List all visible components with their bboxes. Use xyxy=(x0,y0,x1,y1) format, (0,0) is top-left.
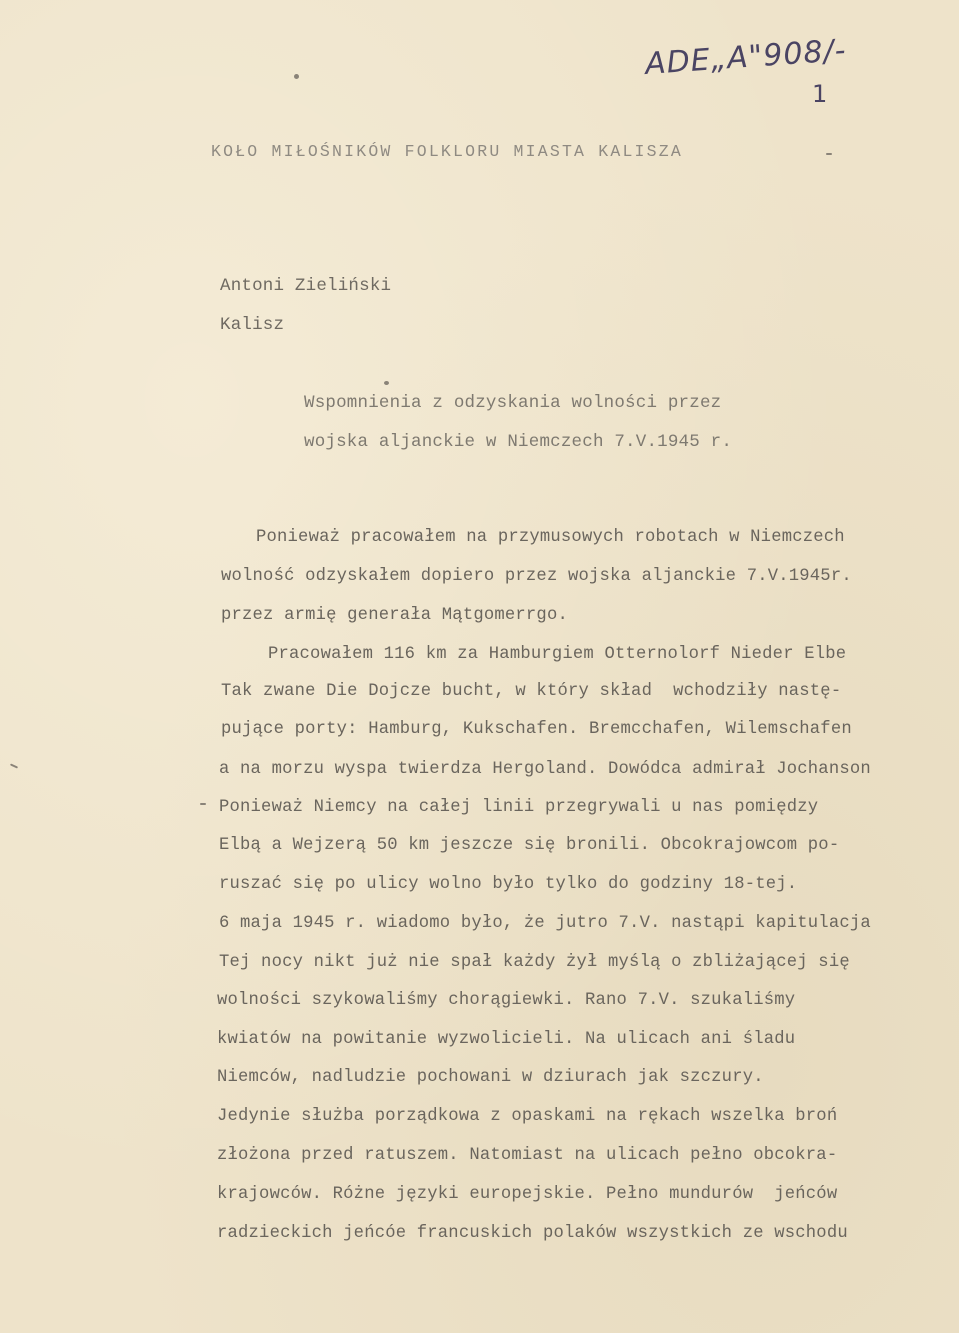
paper-speck xyxy=(826,153,832,155)
author-name: Antoni Zieliński xyxy=(220,276,392,296)
body-line: Tak zwane Die Dojcze bucht, w który skład wchodziły nastę- xyxy=(221,682,842,701)
document-title-line-2: wojska aljanckie w Niemczech 7.V.1945 r. xyxy=(304,432,733,452)
paper-speck xyxy=(384,381,389,385)
body-line: kwiatów na powitanie wyzwolicieli. Na ulicach ani śladu xyxy=(217,1030,796,1049)
body-line: pujące porty: Hamburg, Kukschafen. Bremcchafen, Wilemschafen xyxy=(221,720,852,739)
body-line: wolność odzyskałem dopiero przez wojska aljanckie 7.V.1945r. xyxy=(221,567,852,586)
body-line: przez armię generała Mątgomerrgo. xyxy=(221,606,568,625)
author-city: Kalisz xyxy=(220,315,285,335)
body-line: Jedynie służba porządkowa z opaskami na rękach wszelka broń xyxy=(217,1107,838,1126)
body-line: a na morzu wyspa twierdza Hergoland. Dowódca admirał Jochanson xyxy=(219,760,871,779)
body-line: Tej nocy nikt już nie spał każdy żył myślą o zbliżającej się xyxy=(219,953,850,972)
body-line: 6 maja 1945 r. wiadomo było, że jutro 7.V. nastąpi kapitulacja xyxy=(219,914,871,933)
body-line: ruszać się po ulicy wolno było tylko do godziny 18-tej. xyxy=(219,875,798,894)
body-line: Pracowałem 116 km za Hamburgiem Otternolorf Nieder Elbe xyxy=(268,645,847,664)
body-line: złożona przed ratuszem. Natomiast na ulicach pełno obcokra- xyxy=(217,1146,838,1165)
archive-signature: ADE„A"908/- xyxy=(644,33,848,82)
paper-speck xyxy=(294,74,299,79)
body-line: krajowców. Różne języki europejskie. Pełno mundurów jeńców xyxy=(217,1185,838,1204)
archive-signature-sub: 1 xyxy=(812,80,828,108)
body-line: radzieckich jeńcóe francuskich polaków wszystkich ze wschodu xyxy=(217,1224,848,1243)
body-line: Ponieważ pracowałem na przymusowych robotach w Niemczech xyxy=(256,528,845,547)
body-line: Niemców, nadludzie pochowani w dziurach jak szczury. xyxy=(217,1068,764,1087)
margin-dash-mark xyxy=(200,803,206,805)
body-line: wolności szykowaliśmy chorągiewki. Rano 7.V. szukaliśmy xyxy=(217,991,796,1010)
organization-header: KOŁO MIŁOŚNIKÓW FOLKLORU MIASTA KALISZA xyxy=(211,142,683,161)
body-line: Elbą a Wejzerą 50 km jeszcze się bronili. Obcokrajowcom po- xyxy=(219,836,840,855)
document-title-line-1: Wspomnienia z odzyskania wolności przez xyxy=(304,393,722,413)
body-line: Ponieważ Niemcy na całej linii przegrywali u nas pomiędzy xyxy=(219,798,819,817)
